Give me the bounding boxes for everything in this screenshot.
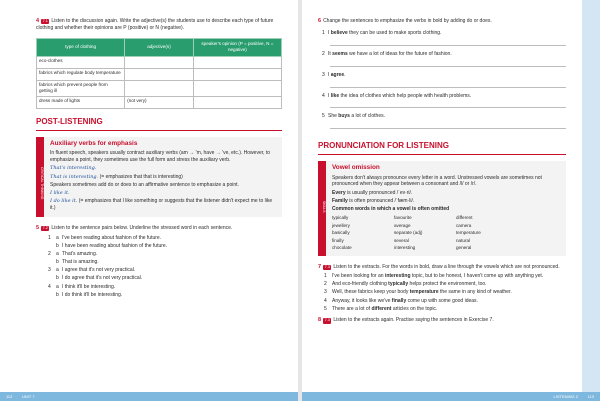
item-number: 2 <box>48 251 51 258</box>
table-row <box>332 230 518 237</box>
table-cell: fabrics which prevent people from getting ill <box>37 80 125 96</box>
vowel-omission-box <box>318 161 566 256</box>
sentence-text: I <box>328 30 331 37</box>
sentence-text: I've been looking for an <box>332 273 385 280</box>
example-line <box>50 165 277 172</box>
table-row <box>37 80 282 96</box>
table-cell: chocolate <box>332 244 352 250</box>
bold-word[interactable]: interesting <box>384 273 411 280</box>
table-cell-answer[interactable] <box>125 56 194 68</box>
sentence-text[interactable]: I've been reading about fashion of the future. <box>62 234 162 241</box>
table-cell: general <box>456 244 472 250</box>
clothing-table <box>36 38 282 109</box>
example-word: Every <box>332 189 346 196</box>
table-cell-answer[interactable] <box>193 80 281 96</box>
bold-verb: like <box>330 92 340 99</box>
item-number: 3 <box>48 267 51 274</box>
skill-box-title: Auxiliary verbs for emphasis <box>50 139 138 147</box>
answer-line[interactable] <box>330 37 566 46</box>
list-item <box>48 275 282 282</box>
item-number: 4 <box>324 297 327 304</box>
right-footer-bar <box>302 392 600 401</box>
example-line <box>50 198 277 212</box>
table-cell: average <box>394 222 411 228</box>
list-item <box>322 113 566 120</box>
exercise-4-number: 4 <box>36 18 40 24</box>
table-row <box>332 244 518 251</box>
sentence-text: they can be used to make sports clothing. <box>347 30 442 37</box>
list-item <box>322 93 566 100</box>
table-cell: jewellery <box>332 222 350 228</box>
exercise-8-text: Listen to the extracts again. Practise saying the sentences in Exercise 7. <box>333 317 494 324</box>
sentence-text: It <box>328 51 333 58</box>
table-cell: camera <box>456 222 472 228</box>
sentence-text: And eco-friendly clothing <box>332 281 389 288</box>
sentence-text[interactable]: I have been reading about fashion of the future. <box>62 242 168 249</box>
item-number: 1 <box>324 273 327 280</box>
exercise-8-number: 8 <box>318 317 322 324</box>
item-letter: a <box>56 251 59 258</box>
list-item <box>48 259 282 266</box>
exercise-8 <box>318 317 566 324</box>
list-item <box>48 292 282 299</box>
bold-verb: believe <box>330 30 348 37</box>
exercise-5-text: Listen to the sentence pairs below. Underline the stressed word in each sentence. <box>51 225 233 232</box>
skill-box-title: Vowel omission <box>332 163 380 171</box>
list-item <box>48 235 282 242</box>
item-number: 5 <box>324 305 327 312</box>
table-cell: interesting <box>394 244 416 250</box>
table-cell: several <box>394 237 409 243</box>
sentence-text: articles on the topic. <box>391 305 438 312</box>
exercise-5-items <box>48 235 282 299</box>
exercise-7-items <box>324 273 566 312</box>
example-note: (= emphasizes that I like something or suggests that the listener didn't expect me to like it.) <box>50 198 273 212</box>
table-cell: separate (adj) <box>394 230 423 236</box>
skill-box-paragraph: In fluent speech, speakers usually contract auxiliary verbs (am → 'm, have → 've, etc.). However, to emphasize a point, they sometimes use the full form and stress the auxiliary verb. <box>50 150 271 164</box>
bold-word[interactable]: different <box>371 305 392 312</box>
table-cell: fabrics which regulate body temperature <box>37 68 125 80</box>
example-line <box>50 190 277 197</box>
exercise-6-number: 6 <box>318 18 322 24</box>
left-page-number: 112 <box>6 393 13 399</box>
sentence-text: a lot of clothes. <box>349 113 385 120</box>
item-letter: b <box>56 291 59 298</box>
item-number: 3 <box>324 289 327 296</box>
table-cell: eco-clothes <box>37 56 125 68</box>
table-cell: dress made of lights <box>37 96 125 108</box>
table-cell: finally <box>332 237 344 243</box>
audio-icon[interactable]: 7.2 <box>42 226 48 231</box>
handwritten-example: That is interesting. <box>50 173 99 180</box>
table-cell-answer[interactable] <box>125 80 194 96</box>
sentence-text: we have a lot of ideas for the future of fashion. <box>347 51 452 58</box>
table-cell: typically <box>332 215 349 221</box>
exercise-7-text: Listen to the extracts. For the words in bold, draw a line through the vowels which are not pronounced. <box>333 263 560 270</box>
table-row <box>37 56 282 68</box>
sentence-text: There are a lot of <box>332 305 372 312</box>
sentence-text: . <box>344 71 346 78</box>
list-item <box>324 298 566 305</box>
table-cell-answer[interactable] <box>125 68 194 80</box>
list-item <box>324 306 566 313</box>
example-note: (= emphasizes that that is interesting) <box>99 173 183 180</box>
exercise-5-number: 5 <box>36 225 40 232</box>
exercise-7-number: 7 <box>318 263 322 270</box>
table-row <box>332 222 518 229</box>
example-text: is often pronounced /ˈfæm·li/. <box>347 197 415 204</box>
list-item <box>322 30 566 37</box>
table-cell: different <box>456 215 473 221</box>
item-number: 2 <box>324 281 327 288</box>
item-letter: a <box>56 283 59 290</box>
left-page-content <box>36 18 282 300</box>
item-letter: a <box>56 234 59 241</box>
word-list-title: Common words in which a vowel is often omitted <box>332 206 450 213</box>
table-row <box>37 68 282 80</box>
right-page-content <box>318 18 566 325</box>
sentence-text[interactable]: I think it'll be interesting. <box>62 283 116 290</box>
item-number: 2 <box>322 51 325 58</box>
table-row <box>332 215 518 222</box>
item-number: 1 <box>48 234 51 241</box>
exercise-6-text: Change the sentences to emphasize the verbs in bold by adding do or does. <box>323 18 492 24</box>
example-line <box>50 174 277 181</box>
item-letter: a <box>56 267 59 274</box>
handwritten-example: That's interesting. <box>50 165 97 172</box>
table-header: type of clothing <box>37 39 125 56</box>
list-item <box>48 243 282 250</box>
page-edge-right <box>582 0 600 401</box>
bold-verb: seems <box>332 51 348 58</box>
audio-icon[interactable]: 7.1 <box>42 19 48 23</box>
sentence-text: helps protect the environment, too. <box>408 281 487 288</box>
sentence-text: topic, but to be honest, I haven't come up with anything yet. <box>410 273 544 280</box>
left-footer-bar <box>0 392 298 401</box>
pronunciation-heading: PRONUNCIATION FOR LISTENING <box>318 141 566 155</box>
table-cell: basically <box>332 230 350 236</box>
audio-icon[interactable]: 7.3 <box>324 318 330 323</box>
list-item <box>324 281 566 288</box>
exercise-5-instruction <box>36 225 282 232</box>
exercise-7 <box>318 264 566 313</box>
table-header-row <box>37 39 282 56</box>
bold-verb: buys <box>338 113 350 120</box>
left-footer-unit: UNIT 7 <box>22 393 35 399</box>
table-cell: natural <box>456 237 471 243</box>
list-item <box>322 72 566 79</box>
answer-line[interactable] <box>330 120 566 129</box>
skill-box-tab: CRITICAL THINKING <box>40 166 44 200</box>
table-row <box>332 237 518 244</box>
exercise-4-text: Listen to the discussion again. Write the adjective(s) the students use to describe each type of future clothing and whether their opinions are P (positive) or N (negative). <box>36 18 274 32</box>
example-line <box>332 198 561 205</box>
sentence-text: She <box>328 113 339 120</box>
sentence-text: the same in any kind of weather. <box>438 289 512 296</box>
word-list-table <box>332 215 518 252</box>
exercise-5 <box>36 225 282 298</box>
bold-verb: agree <box>330 71 345 78</box>
list-item <box>324 273 566 280</box>
item-letter: b <box>56 275 59 282</box>
list-item <box>48 251 282 258</box>
example-text: is usually pronounced /ˈev·ri/. <box>345 189 413 196</box>
sentence-text: come up with some good ideas. <box>406 297 478 304</box>
table-cell-answer[interactable] <box>193 56 281 68</box>
item-letter: b <box>56 242 59 249</box>
sentence-text[interactable]: That is amazing. <box>62 259 99 266</box>
bold-word[interactable]: finally <box>391 297 407 304</box>
skill-box-paragraph: Speakers sometimes add do or does to an affirmative sentence to emphasize a point. <box>50 181 239 188</box>
handwritten-example: I like it. <box>50 190 70 197</box>
table-cell: favourite <box>394 215 412 221</box>
example-word: Family <box>332 197 348 204</box>
sentence-text: Anyway, it looks like we've <box>332 297 392 304</box>
sentence-text: Well, these fabrics keep your body <box>332 289 410 296</box>
table-cell-answer[interactable] <box>193 68 281 80</box>
item-number: 4 <box>48 283 51 290</box>
exercise-4-instruction <box>36 18 282 32</box>
table-header: adjective(s) <box>125 39 194 56</box>
answer-line[interactable] <box>330 58 566 67</box>
item-number: 3 <box>322 71 325 78</box>
skill-box-paragraph: Speakers don't always pronounce every letter in a word. Unstressed vowels are sometimes not pronounced when they appear between a consonant and /l/ or /r/. <box>332 174 542 188</box>
sentence-text: I <box>328 71 331 78</box>
bold-word[interactable]: typically <box>388 281 409 288</box>
example-line <box>332 190 561 197</box>
skill-box-tab: SKILLS <box>322 200 326 213</box>
answer-line[interactable] <box>330 79 566 88</box>
table-cell: temperature <box>456 230 481 236</box>
auxiliary-verbs-box <box>36 137 282 218</box>
right-page-number: 113 <box>587 393 594 399</box>
sentence-text[interactable]: I agree that it's not very practical. <box>62 267 136 274</box>
item-letter: b <box>56 259 59 266</box>
exercise-7-instruction <box>318 264 566 271</box>
sentence-text[interactable]: I do agree that it's not very practical. <box>62 275 143 282</box>
table-header: speaker's opinion (P = positive, N = negative) <box>193 39 281 56</box>
post-listening-heading: POST-LISTENING <box>36 117 282 131</box>
sentence-text: the idea of clothes which help people with health problems. <box>339 92 472 99</box>
item-number: 4 <box>322 92 325 99</box>
list-item <box>48 284 282 291</box>
item-number: 5 <box>322 113 325 120</box>
list-item <box>322 51 566 58</box>
right-footer-section: LISTENING 2 <box>553 393 578 399</box>
table-cell-answer[interactable]: (not very) <box>125 96 194 108</box>
list-item <box>48 267 282 274</box>
sentence-text[interactable]: I do think it'll be interesting. <box>62 291 123 298</box>
sentence-text[interactable]: That's amazing. <box>62 251 98 258</box>
answer-line[interactable] <box>330 99 566 108</box>
sentence-text: I <box>328 92 331 99</box>
exercise-6-instruction <box>318 18 566 25</box>
table-cell-answer[interactable] <box>193 96 281 108</box>
audio-icon[interactable]: 7.3 <box>324 264 330 269</box>
handwritten-example: I do like it. <box>50 198 78 205</box>
list-item <box>324 289 566 296</box>
bold-word[interactable]: temperature <box>409 289 439 296</box>
item-number: 1 <box>322 30 325 37</box>
table-row <box>37 96 282 108</box>
